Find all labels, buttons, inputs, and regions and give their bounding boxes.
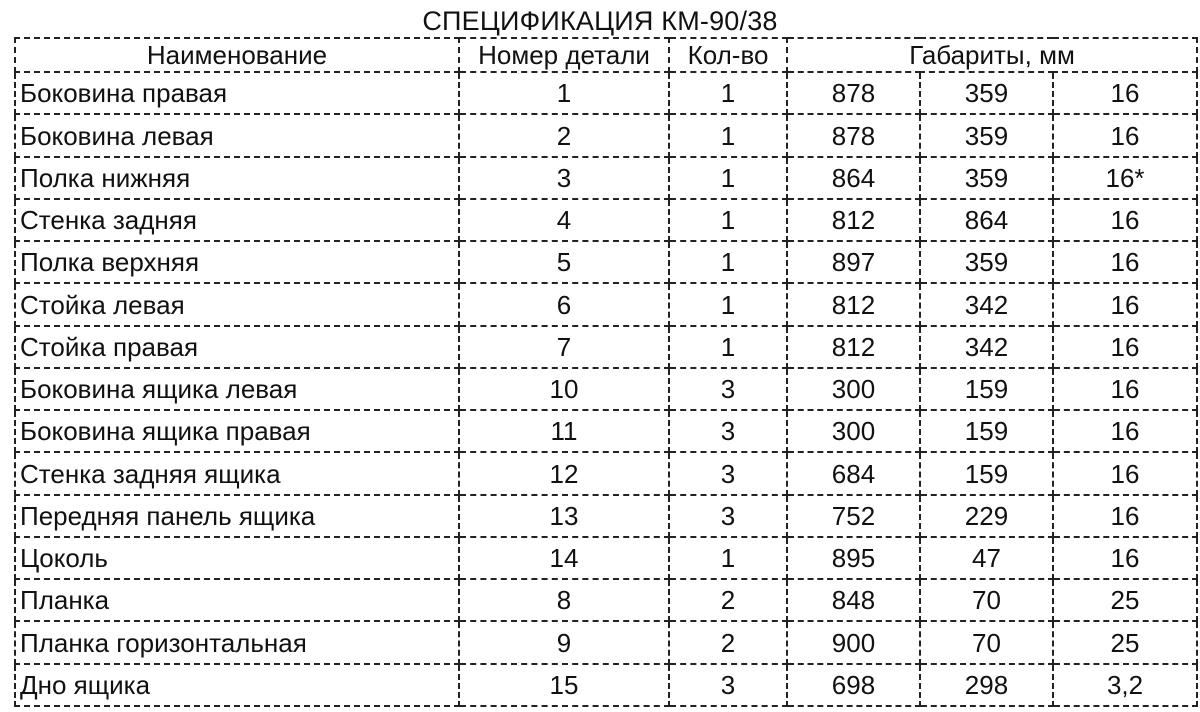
cell-dimension-thickness: 16 <box>1053 452 1197 494</box>
cell-dimension-thickness: 16 <box>1053 199 1197 241</box>
cell-dimension-length: 895 <box>787 537 920 579</box>
cell-dimension-length: 878 <box>787 114 920 156</box>
table-row <box>15 72 1197 114</box>
cell-name: Боковина правая <box>15 72 459 114</box>
cell-qty: 2 <box>669 621 787 663</box>
table-row <box>15 241 1197 283</box>
table-row <box>15 157 1197 199</box>
table-row <box>15 199 1197 241</box>
cell-dimension-width: 359 <box>920 114 1053 156</box>
cell-name: Передняя панель ящика <box>15 495 459 537</box>
cell-dimension-length: 300 <box>787 410 920 452</box>
cell-dimension-thickness: 16 <box>1053 410 1197 452</box>
cell-name: Дно ящика <box>15 664 459 706</box>
table-row <box>15 664 1197 706</box>
header-name: Наименование <box>15 38 459 72</box>
cell-dimension-length: 752 <box>787 495 920 537</box>
cell-qty: 3 <box>669 410 787 452</box>
cell-dimension-length: 900 <box>787 621 920 663</box>
cell-name: Стойка правая <box>15 326 459 368</box>
cell-dimension-length: 300 <box>787 368 920 410</box>
cell-part-number: 9 <box>459 621 669 663</box>
cell-dimension-width: 229 <box>920 495 1053 537</box>
cell-name: Планка горизонтальная <box>15 621 459 663</box>
cell-part-number: 14 <box>459 537 669 579</box>
cell-dimension-thickness: 16 <box>1053 114 1197 156</box>
cell-part-number: 8 <box>459 579 669 621</box>
cell-name: Цоколь <box>15 537 459 579</box>
header-part-number: Номер детали <box>459 38 669 72</box>
table-header-row <box>15 38 1197 72</box>
cell-qty: 1 <box>669 326 787 368</box>
table-row <box>15 621 1197 663</box>
cell-qty: 3 <box>669 664 787 706</box>
cell-dimension-width: 359 <box>920 72 1053 114</box>
cell-qty: 1 <box>669 241 787 283</box>
document-title: СПЕЦИФИКАЦИЯ КМ-90/38 <box>422 6 778 36</box>
cell-name: Стенка задняя <box>15 199 459 241</box>
cell-name: Полка нижняя <box>15 157 459 199</box>
cell-dimension-width: 342 <box>920 283 1053 325</box>
cell-part-number: 7 <box>459 326 669 368</box>
cell-dimension-length: 812 <box>787 283 920 325</box>
cell-part-number: 6 <box>459 283 669 325</box>
table-row <box>15 452 1197 494</box>
cell-part-number: 13 <box>459 495 669 537</box>
cell-name: Стойка левая <box>15 283 459 325</box>
cell-dimension-width: 342 <box>920 326 1053 368</box>
cell-dimension-length: 812 <box>787 199 920 241</box>
cell-part-number: 11 <box>459 410 669 452</box>
cell-part-number: 5 <box>459 241 669 283</box>
header-dimensions: Габариты, мм <box>787 38 1197 72</box>
cell-dimension-thickness: 16* <box>1053 157 1197 199</box>
cell-dimension-thickness: 16 <box>1053 495 1197 537</box>
table-row <box>15 537 1197 579</box>
table-row <box>15 410 1197 452</box>
cell-qty: 1 <box>669 157 787 199</box>
table-row <box>15 326 1197 368</box>
cell-dimension-width: 359 <box>920 157 1053 199</box>
cell-dimension-width: 70 <box>920 579 1053 621</box>
cell-dimension-length: 812 <box>787 326 920 368</box>
cell-qty: 1 <box>669 283 787 325</box>
cell-dimension-length: 864 <box>787 157 920 199</box>
cell-dimension-width: 159 <box>920 410 1053 452</box>
cell-qty: 3 <box>669 368 787 410</box>
cell-dimension-length: 848 <box>787 579 920 621</box>
cell-dimension-length: 684 <box>787 452 920 494</box>
cell-dimension-thickness: 16 <box>1053 326 1197 368</box>
table-row <box>15 283 1197 325</box>
cell-dimension-width: 70 <box>920 621 1053 663</box>
cell-dimension-length: 878 <box>787 72 920 114</box>
table-row <box>15 495 1197 537</box>
cell-dimension-width: 864 <box>920 199 1053 241</box>
cell-qty: 2 <box>669 579 787 621</box>
cell-qty: 3 <box>669 452 787 494</box>
table-row <box>15 368 1197 410</box>
cell-dimension-thickness: 16 <box>1053 537 1197 579</box>
header-qty: Кол-во <box>669 38 787 72</box>
cell-dimension-width: 159 <box>920 368 1053 410</box>
cell-dimension-thickness: 25 <box>1053 621 1197 663</box>
cell-dimension-thickness: 3,2 <box>1053 664 1197 706</box>
cell-qty: 1 <box>669 72 787 114</box>
cell-part-number: 4 <box>459 199 669 241</box>
cell-dimension-thickness: 25 <box>1053 579 1197 621</box>
cell-name: Боковина ящика правая <box>15 410 459 452</box>
cell-part-number: 2 <box>459 114 669 156</box>
cell-qty: 1 <box>669 114 787 156</box>
cell-part-number: 3 <box>459 157 669 199</box>
cell-part-number: 12 <box>459 452 669 494</box>
table-row <box>15 114 1197 156</box>
cell-name: Боковина левая <box>15 114 459 156</box>
cell-dimension-width: 47 <box>920 537 1053 579</box>
specification-table <box>14 37 1198 707</box>
cell-name: Полка верхняя <box>15 241 459 283</box>
specification-table-body <box>15 38 1197 706</box>
cell-name: Стенка задняя ящика <box>15 452 459 494</box>
table-row <box>15 579 1197 621</box>
cell-qty: 1 <box>669 537 787 579</box>
cell-dimension-thickness: 16 <box>1053 72 1197 114</box>
cell-dimension-thickness: 16 <box>1053 368 1197 410</box>
cell-part-number: 15 <box>459 664 669 706</box>
cell-dimension-thickness: 16 <box>1053 241 1197 283</box>
cell-dimension-width: 359 <box>920 241 1053 283</box>
cell-name: Планка <box>15 579 459 621</box>
cell-dimension-thickness: 16 <box>1053 283 1197 325</box>
cell-qty: 3 <box>669 495 787 537</box>
cell-part-number: 1 <box>459 72 669 114</box>
cell-dimension-width: 298 <box>920 664 1053 706</box>
cell-qty: 1 <box>669 199 787 241</box>
cell-part-number: 10 <box>459 368 669 410</box>
cell-dimension-length: 897 <box>787 241 920 283</box>
cell-name: Боковина ящика левая <box>15 368 459 410</box>
cell-dimension-length: 698 <box>787 664 920 706</box>
cell-dimension-width: 159 <box>920 452 1053 494</box>
